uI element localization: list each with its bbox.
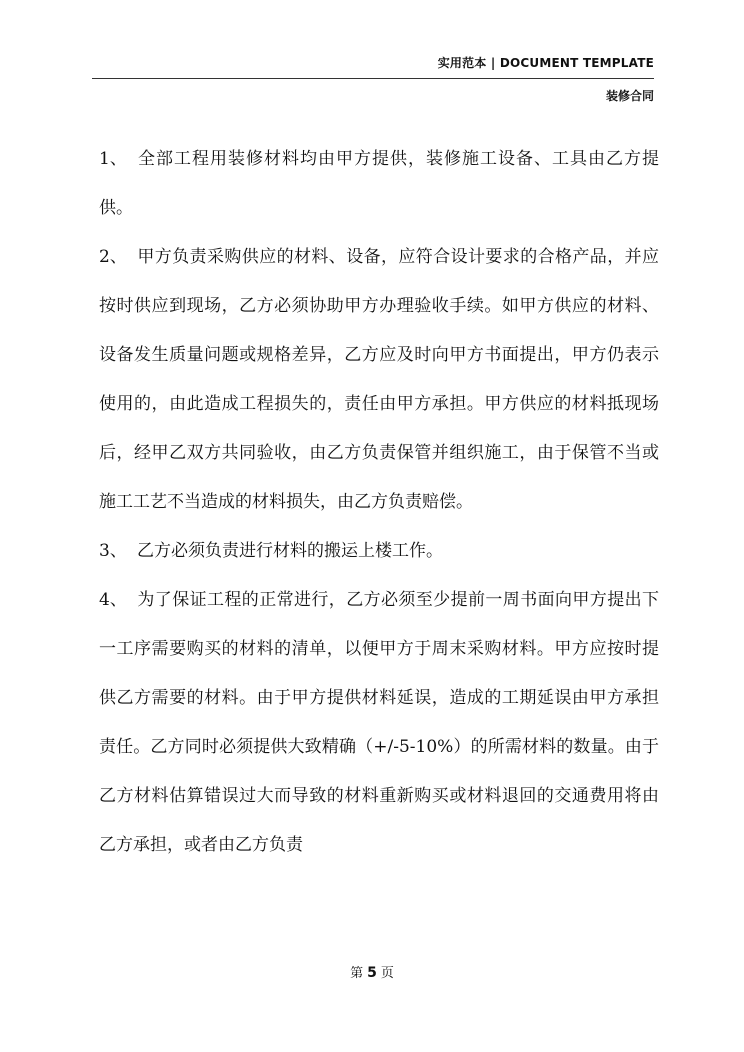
clause-1 bbox=[99, 135, 659, 233]
clause-number: 3、 bbox=[99, 541, 127, 561]
clause-4 bbox=[99, 576, 659, 870]
clause-text: 甲方负责采购供应的材料、设备，应符合设计要求的合格产品，并应按时供应到现场，乙方必须协助甲方办理验收手续。如甲方供应的材料、设备发生质量问题或规格差异，乙方应及时向甲方书面提出，甲方仍表示使用的，由此造成工程损失的，责任由甲方承担。甲方供应的材料抵现场后，经甲乙双方共同验收，由乙方负责保管并组织施工，由于保管不当或施工工艺不当造成的材料损失，由乙方负责赔偿。 bbox=[99, 247, 659, 512]
clause-number: 1、 bbox=[99, 149, 127, 169]
clause-2 bbox=[99, 233, 659, 527]
clause-number: 4、 bbox=[99, 590, 127, 610]
footer-prefix: 第 bbox=[350, 966, 364, 981]
page-footer bbox=[0, 962, 744, 981]
document-body bbox=[99, 135, 659, 870]
clause-text: 乙方必须负责进行材料的搬运上楼工作。 bbox=[137, 541, 443, 561]
page-number: 5 bbox=[367, 965, 377, 981]
header-subtitle: 装修合同 bbox=[605, 89, 654, 103]
header-divider bbox=[92, 78, 654, 79]
clause-3 bbox=[99, 527, 659, 576]
clause-text: 为了保证工程的正常进行，乙方必须至少提前一周书面向甲方提出下一工序需要购买的材料的清单，以便甲方于周末采购材料。甲方应按时提供乙方需要的材料。由于甲方提供材料延误，造成的工期延误由甲方承担责任。乙方同时必须提供大致精确（+/-5-10%）的所需材料的数量。由于乙方材料估算错误过大而导致的材料重新购买或材料退回的交通费用将由乙方承担，或者由乙方负责 bbox=[99, 590, 659, 855]
header-title: 实用范本 | DOCUMENT TEMPLATE bbox=[437, 56, 654, 70]
clause-number: 2、 bbox=[99, 247, 127, 267]
footer-suffix: 页 bbox=[380, 966, 394, 981]
clause-text: 全部工程用装修材料均由甲方提供，装修施工设备、工具由乙方提供。 bbox=[99, 149, 659, 218]
page-header bbox=[0, 0, 744, 110]
